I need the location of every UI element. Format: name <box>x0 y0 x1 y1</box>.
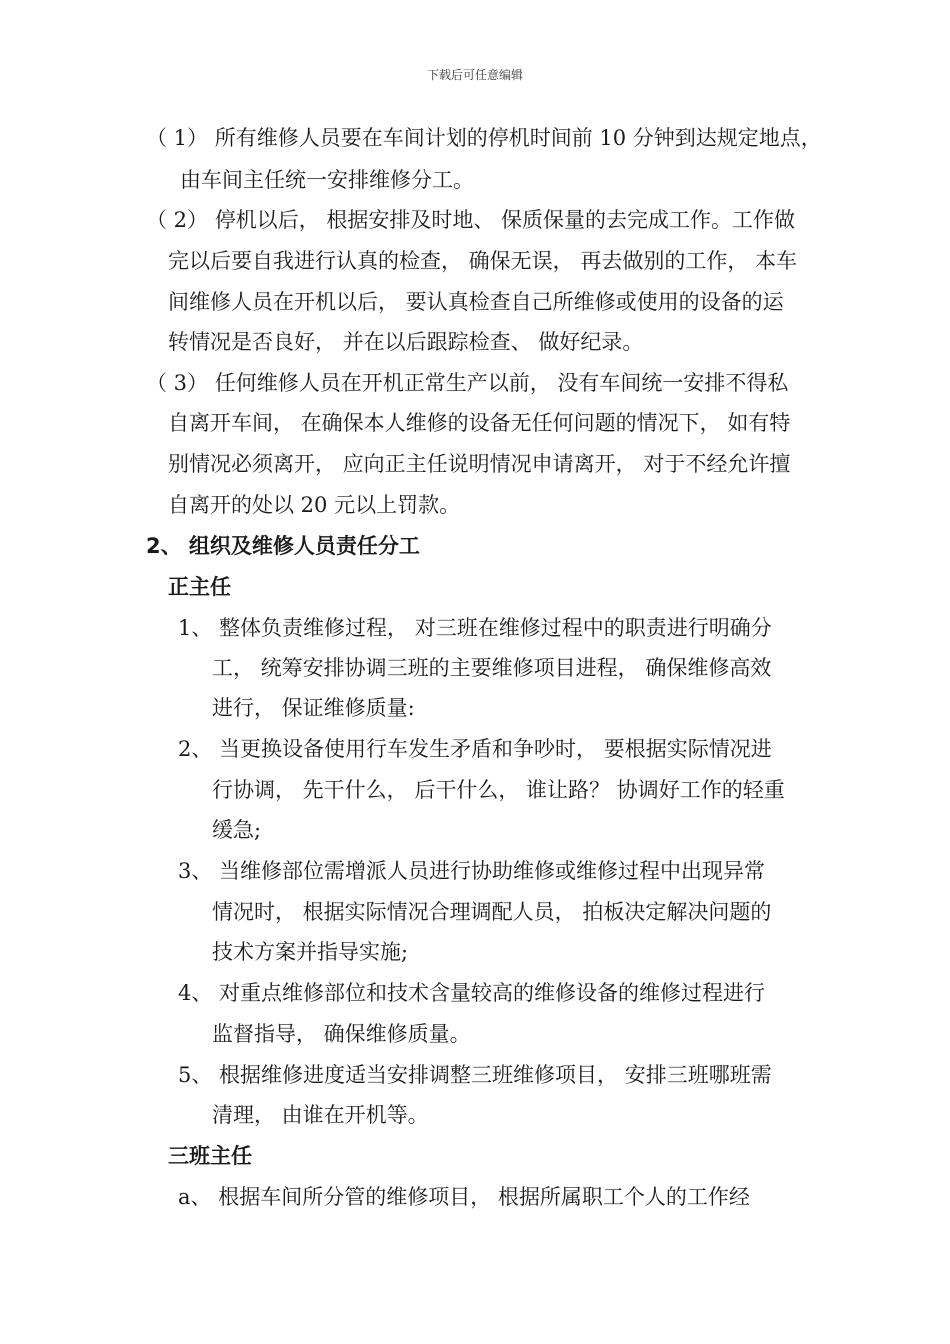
paragraph-line: （ 1） 所有维修人员要在车间计划的停机时间前 10 分钟到达规定地点， <box>146 126 822 150</box>
list-item-line: 1、 整体负责维修过程， 对三班在维修过程中的职责进行明确分 <box>178 616 772 640</box>
list-item-line: 4、 对重点维修部位和技术含量较高的维修设备的维修过程进行 <box>178 981 766 1005</box>
list-item-line: 技术方案并指导实施; <box>212 940 409 964</box>
paragraph-line: 转情况是否良好， 并在以后跟踪检查、 做好纪录。 <box>168 330 644 354</box>
list-item-line: a、 根据车间所分管的维修项目， 根据所属职工个人的工作经 <box>178 1185 750 1209</box>
list-item-line: 5、 根据维修进度适当安排调整三班维修项目， 安排三班哪班需 <box>178 1063 772 1087</box>
paragraph-line: 间维修人员在开机以后， 要认真检查自己所维修或使用的设备的运 <box>168 290 784 314</box>
list-item-line: 缓急; <box>212 818 262 842</box>
list-item-line: 进行， 保证维修质量: <box>212 696 415 720</box>
paragraph-line: 自离开车间， 在确保本人维修的设备无任何问题的情况下， 如有特 <box>168 411 791 435</box>
page-header: 下载后可任意编辑 <box>426 68 523 82</box>
paragraph-line: 自离开的处以 20 元以上罚款。 <box>168 493 461 517</box>
list-item-line: 工， 统筹安排协调三班的主要维修项目进程， 确保维修高效 <box>212 656 772 680</box>
list-item-line: 清理， 由谁在开机等。 <box>212 1103 429 1127</box>
list-item-line: 行协调， 先干什么， 后干什么， 谁让路？ 协调好工作的轻重 <box>212 778 785 802</box>
section-heading: 2、 组织及维修人员责任分工 <box>146 534 420 558</box>
subsection-heading: 三班主任 <box>168 1144 252 1168</box>
paragraph-line: （ 2） 停机以后， 根据安排及时地、 保质保量的去完成工作。工作做 <box>146 208 796 232</box>
list-item-line: 监督指导， 确保维修质量。 <box>212 1022 471 1046</box>
list-item-line: 3、 当维修部位需增派人员进行协助维修或维修过程中出现异常 <box>178 859 766 883</box>
subsection-heading: 正主任 <box>168 575 231 599</box>
paragraph-line: 完以后要自我进行认真的检查， 确保无误， 再去做别的工作， 本车 <box>168 249 798 273</box>
paragraph-line: 由车间主任统一安排维修分工。 <box>180 168 474 192</box>
paragraph-line: （ 3） 任何维修人员在开机正常生产以前， 没有车间统一安排不得私 <box>146 371 789 395</box>
paragraph-line: 别情况必须离开， 应向正主任说明情况申请离开， 对于不经允许擅 <box>168 452 791 476</box>
list-item-line: 2、 当更换设备使用行车发生矛盾和争吵时， 要根据实际情况进 <box>178 737 772 761</box>
list-item-line: 情况时， 根据实际情况合理调配人员， 拍板决定解决问题的 <box>212 900 772 924</box>
